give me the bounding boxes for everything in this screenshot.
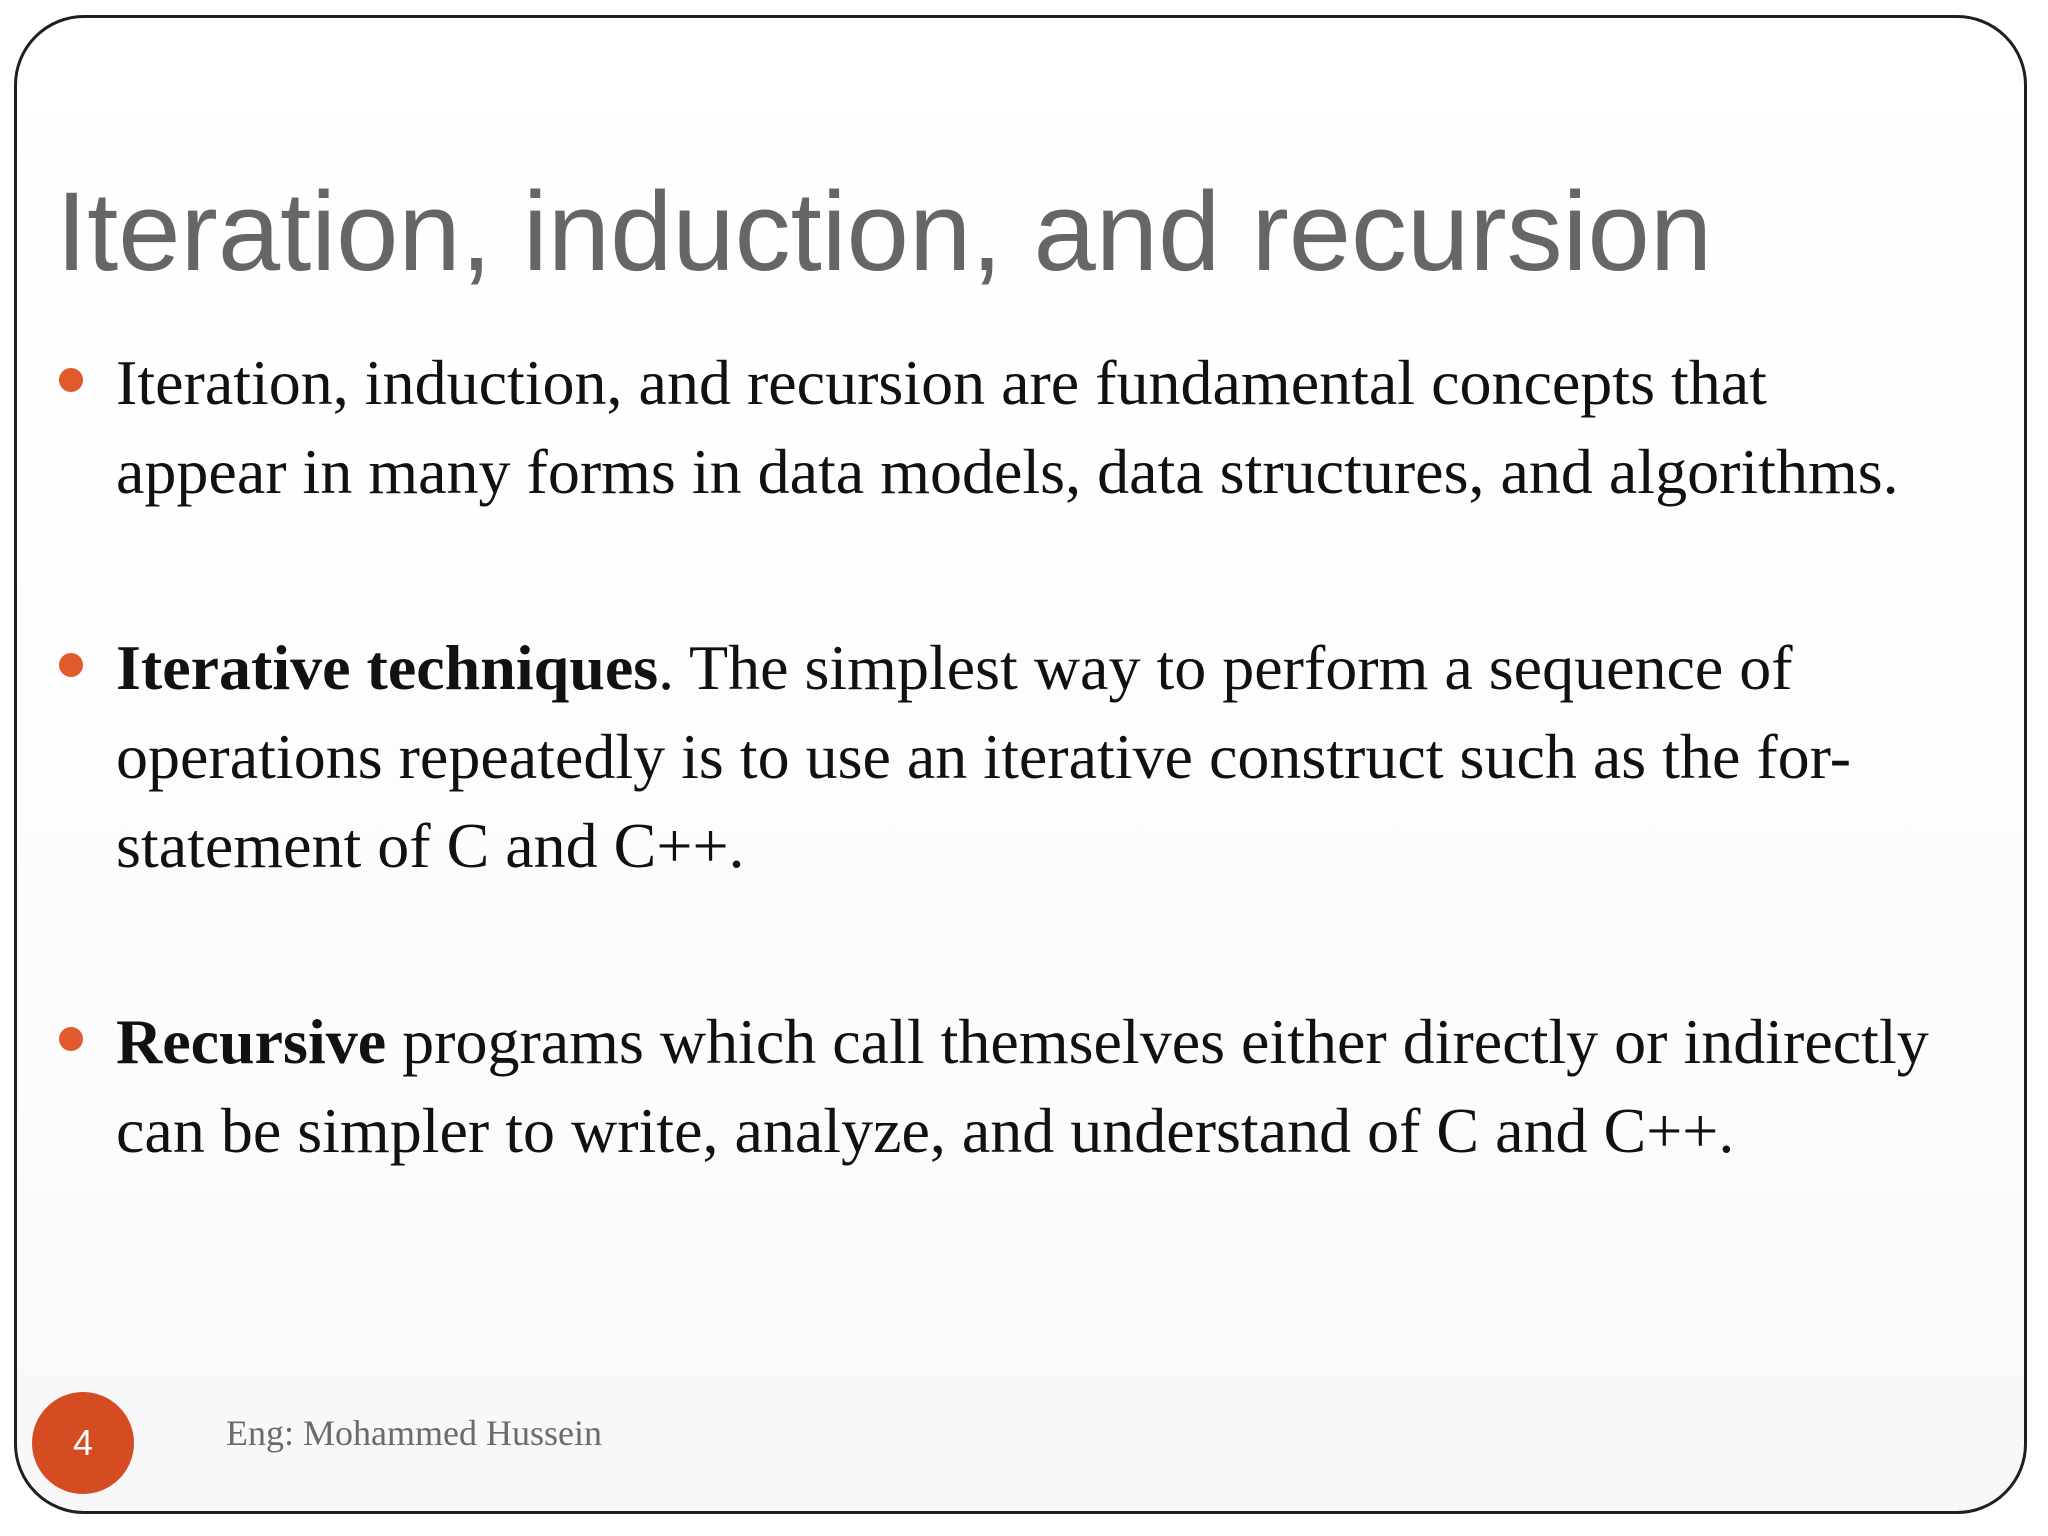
bullet-1-text: Iteration, induction, and recursion are fundamental concepts that appear in many forms in data models, data structures, and algorithms. (116, 347, 1899, 507)
slide-title: Iteration, induction, and recursion (56, 169, 1713, 294)
bullet-item-1 (116, 338, 1946, 516)
bullet-item-2 (116, 623, 1946, 890)
bullet-3-lead: Recursive (116, 1006, 387, 1077)
page-number-badge (32, 1392, 134, 1494)
bullet-dot-icon (59, 1027, 83, 1051)
bullet-3-text: programs which call themselves either directly or indirectly can be simpler to write, analyze, and understand of C and C++. (116, 1006, 1929, 1166)
bullet-list (116, 338, 1946, 1175)
bullet-2-text: . The simplest way to perform a sequence of operations repeatedly is to use an iterative construct such as the for-statement of C and C++. (116, 632, 1851, 881)
footer-author: Eng: Mohammed Hussein (226, 1413, 602, 1453)
bullet-dot-icon (59, 368, 83, 392)
bullet-dot-icon (59, 653, 83, 677)
bullet-item-3 (116, 997, 1946, 1175)
bullet-2-lead: Iterative techniques (116, 632, 659, 703)
page-number: 4 (72, 1422, 94, 1463)
